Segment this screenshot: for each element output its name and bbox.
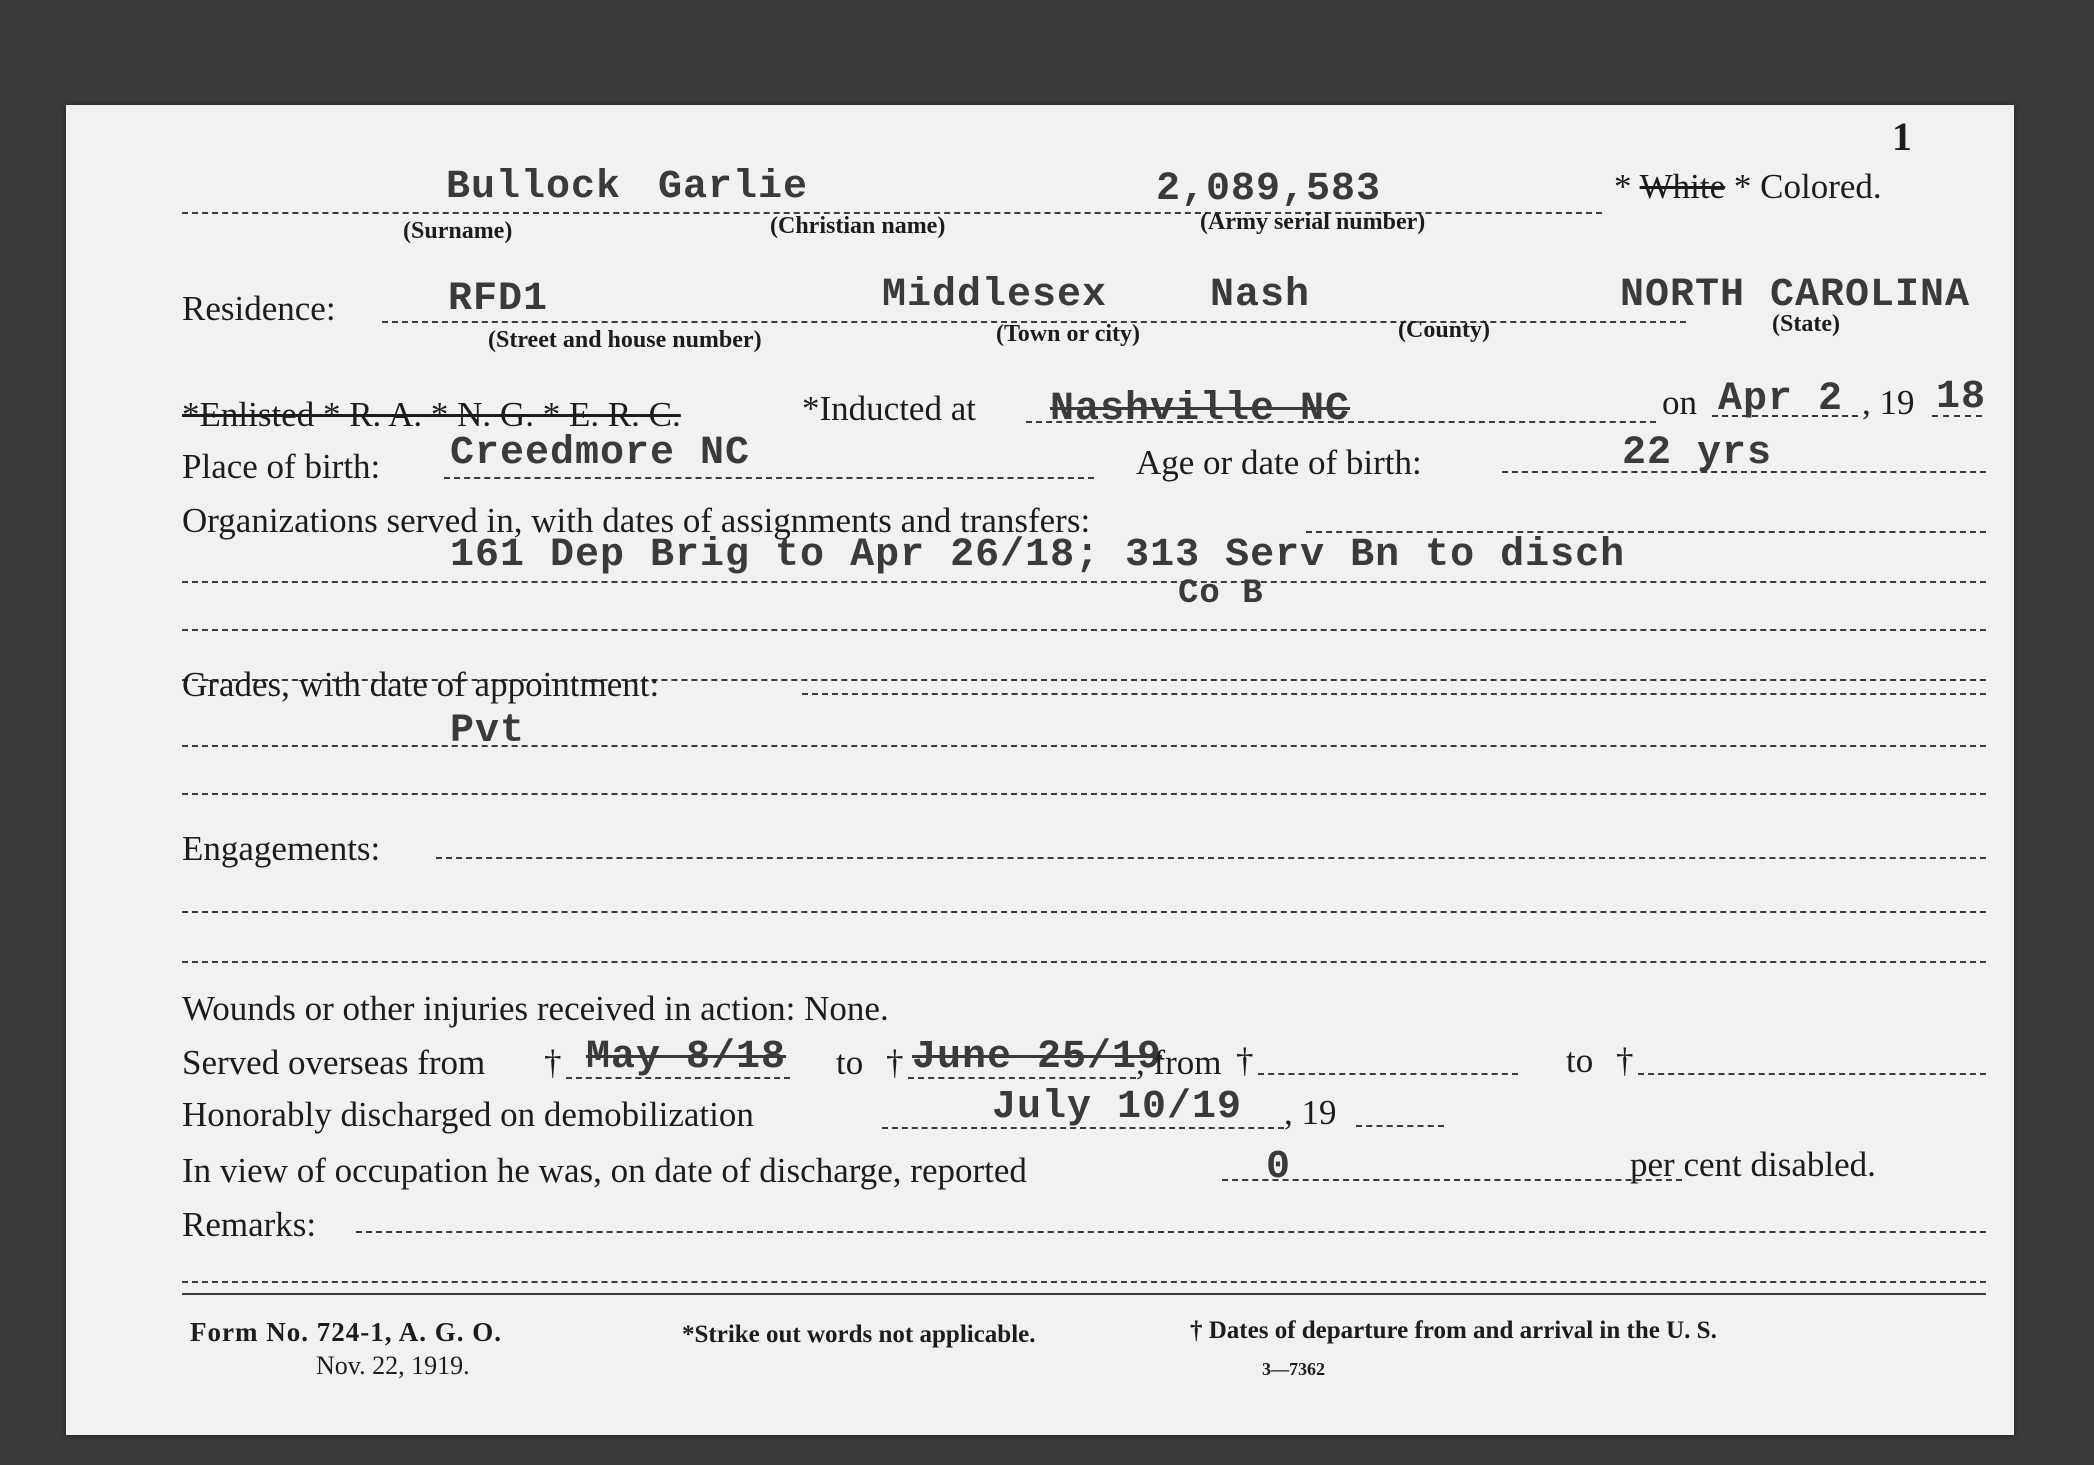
state-caption: (State)	[1772, 311, 1840, 337]
engagements-line-1	[182, 911, 1986, 913]
enlisted-struck: *Enlisted * R. A. * N. G. * E. R. C.	[182, 395, 681, 434]
place-of-birth-line	[444, 477, 1094, 479]
residence-county: Nash	[1210, 273, 1311, 318]
card-number: 1	[1892, 114, 1912, 159]
place-of-birth-value: Creedmore NC	[450, 431, 751, 476]
remarks-line-0	[356, 1231, 1986, 1233]
overseas-label: Served overseas from	[182, 1043, 486, 1082]
footer-rule	[182, 1293, 1986, 1295]
residence-label: Residence:	[182, 289, 336, 328]
residence-street: RFD1	[448, 277, 549, 322]
surname-caption: (Surname)	[403, 218, 513, 244]
grades-line-2	[182, 793, 1986, 795]
organizations-line-2	[182, 629, 1986, 631]
surname-value: Bullock	[446, 165, 622, 210]
discharge-date: July 10/19	[992, 1085, 1243, 1130]
on-label: on	[1662, 383, 1697, 422]
engagements-line-2	[182, 961, 1986, 963]
christian-name-caption: (Christian name)	[770, 213, 946, 239]
race-star-2: *	[1733, 167, 1752, 206]
serial-number-value: 2,089,583	[1156, 167, 1382, 212]
grades-line-1	[182, 745, 1986, 747]
remarks-line-1	[182, 1281, 1986, 1283]
organizations-line1: 161 Dep Brig to Apr 26/18; 313 Serv Bn to disch	[450, 533, 1626, 578]
inducted-label: *Inducted at	[802, 389, 976, 428]
disability-suffix: per cent disabled.	[1630, 1145, 1876, 1184]
organizations-label: Organizations served in, with dates of assignments and transfers:	[182, 501, 1091, 540]
overseas-from2-line	[1258, 1073, 1518, 1075]
overseas-dagger-1: †	[544, 1043, 562, 1082]
inducted-place: Nashville NC	[1050, 387, 1351, 432]
overseas-to2-line	[1638, 1073, 1986, 1075]
age-label: Age or date of birth:	[1136, 443, 1422, 482]
form-number: Form No. 724-1, A. G. O.	[190, 1317, 502, 1347]
overseas-to2-label: to	[1566, 1041, 1594, 1080]
service-record-card	[66, 105, 2014, 1435]
race-star-1: *	[1614, 167, 1632, 206]
strike-note: *Strike out words not applicable.	[682, 1321, 1036, 1348]
engagements-line-0	[436, 857, 1986, 859]
christian-name-value: Garlie	[658, 165, 809, 210]
overseas-dagger-3: †	[1236, 1041, 1254, 1080]
disability-value: 0	[1266, 1145, 1292, 1190]
dagger-note: † Dates of departure from and arrival in the U. S.	[1190, 1317, 1717, 1344]
residence-state: NORTH CAROLINA	[1620, 273, 1971, 318]
induction-year: 18	[1936, 375, 1987, 420]
organizations-line2: Co B	[1178, 575, 1264, 613]
discharge-label: Honorably discharged on demobilization	[182, 1095, 754, 1134]
form-date: Nov. 22, 1919.	[316, 1351, 470, 1380]
organizations-line-1	[182, 581, 1986, 583]
induction-date: Apr 2	[1718, 377, 1844, 422]
remarks-label: Remarks:	[182, 1205, 317, 1244]
overseas-from2-label: , from	[1136, 1043, 1222, 1082]
race-options	[1614, 167, 1882, 207]
overseas-to-label: to	[836, 1043, 864, 1082]
serial-number-caption: (Army serial number)	[1200, 209, 1426, 235]
grades-label: Grades, with date of appointment:	[182, 665, 660, 704]
county-caption: (County)	[1398, 317, 1491, 343]
print-code: 3—7362	[1262, 1359, 1325, 1379]
age-value: 22 yrs	[1622, 431, 1773, 476]
discharge-year-prefix: , 19	[1284, 1093, 1337, 1132]
engagements-label: Engagements:	[182, 829, 381, 868]
residence-town: Middlesex	[882, 273, 1108, 318]
place-of-birth-label: Place of birth:	[182, 447, 381, 486]
disability-label: In view of occupation he was, on date of discharge, reported	[182, 1151, 1027, 1190]
street-caption: (Street and house number)	[488, 327, 762, 353]
race-white-struck: White	[1639, 167, 1726, 206]
year-prefix: , 19	[1862, 383, 1915, 422]
grades-line-0	[802, 693, 1986, 695]
overseas-to-date: June 25/19	[912, 1035, 1163, 1080]
wounds-text: Wounds or other injuries received in action: None.	[182, 989, 889, 1028]
town-caption: (Town or city)	[996, 321, 1140, 347]
grades-value: Pvt	[450, 709, 526, 754]
race-colored: Colored.	[1760, 167, 1882, 206]
overseas-dagger-2: †	[886, 1043, 904, 1082]
overseas-from-date: May 8/18	[586, 1035, 787, 1080]
overseas-dagger-4: †	[1616, 1041, 1634, 1080]
discharge-year-line	[1356, 1125, 1444, 1127]
